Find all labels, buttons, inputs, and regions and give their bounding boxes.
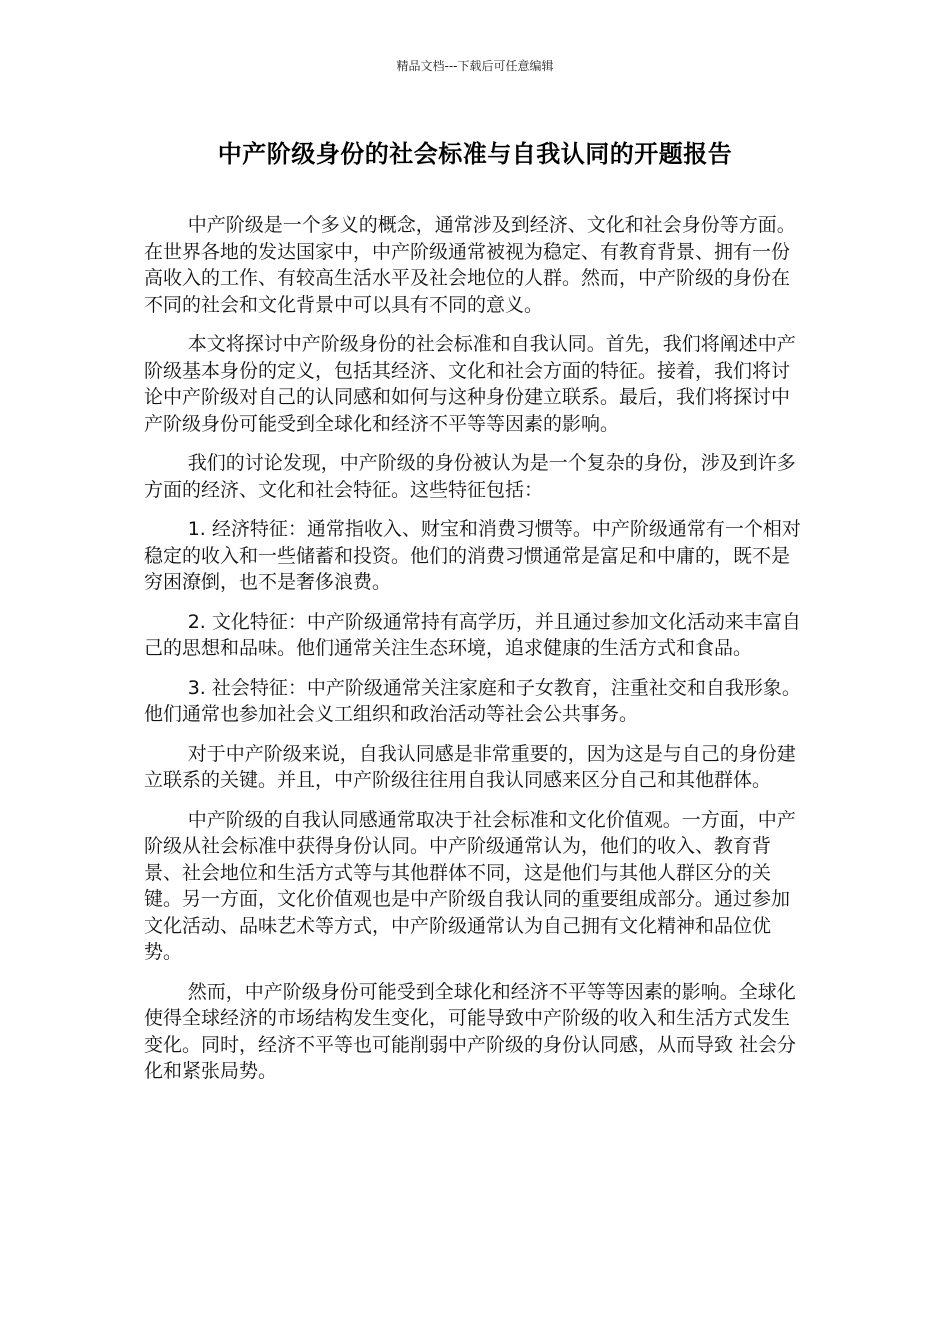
document-body — [144, 212, 806, 1098]
paragraph-globalization: 然而，中产阶级身份可能受到全球化和经济不平等等因素的影响。全球化使得全球经济的市场结构发生变化，可能导致中产阶级的收入和生活方式发生变化。同时，经济不平等也可能削弱中产阶级的身份认同感，从而导致 社会分化和紧张局势。 — [144, 980, 797, 1082]
paragraph-social-features: 3. 社会特征：中产阶级通常关注家庭和子女教育，注重社交和自我形象。他们通常也参加社会义工组织和政治活动等社会公共事务。 — [144, 676, 801, 725]
document-title: 中产阶级身份的社会标准与自我认同的开题报告 — [217, 140, 733, 168]
paragraph-cultural-features: 2. 文化特征：中产阶级通常持有高学历，并且通过参加文化活动来丰富自己的思想和品味。他们通常关注生态环境，追求健康的生活方式和食品。 — [144, 610, 801, 659]
paragraph-intro: 中产阶级是一个多义的概念，通常涉及到经济、文化和社会身份等方面。在世界各地的发达国家中，中产阶级通常被视为稳定、有教育背景、拥有一份高收入的工作、有较高生活水平及社会地位的人群。然而，中产阶级的身份在不同的社会和文化背景中可以具有不同的意义。 — [144, 214, 796, 316]
paragraph-identity-sources: 中产阶级的自我认同感通常取决于社会标准和文化价值观。一方面，中产阶级从社会标准中获得身份认同。中产阶级通常认为，他们的收入、教育背景、社会地位和生活方式等与其他群体不同，这是他们与其他人群区分的关键。另一方面，文化价值观也是中产阶级自我认同的重要组成部分。通过参加文化活动、品味艺术等方式，中产阶级通常认为自己拥有文化精神和品位优势。 — [144, 808, 796, 963]
paragraph-findings: 我们的讨论发现，中产阶级的身份被认为是一个复杂的身份，涉及到许多方面的经济、文化和社会特征。这些特征包括： — [144, 452, 796, 501]
paragraph-outline: 本文将探讨中产阶级身份的社会标准和自我认同。首先，我们将阐述中产阶级基本身份的定义，包括其经济、文化和社会方面的特征。接着，我们将讨论中产阶级对自己的认同感和如何与这种身份建立联系。最后，我们将探讨中产阶级身份可能受到全球化和经济不平等等因素的影响。 — [144, 333, 796, 435]
paragraph-economic-features: 1. 经济特征：通常指收入、财宝和消费习惯等。中产阶级通常有一个相对稳定的收入和一些储蓄和投资。他们的消费习惯通常是富足和中庸的，既不是穷困潦倒，也不是奢侈浪费。 — [144, 518, 801, 593]
page-header: 精品文档---下载后可任意编辑 — [396, 59, 554, 73]
paragraph-self-identity: 对于中产阶级来说，自我认同感是非常重要的，因为这是与自己的身份建立联系的关键。并且，中产阶级往往用自我认同感来区分自己和其他群体。 — [144, 742, 796, 791]
